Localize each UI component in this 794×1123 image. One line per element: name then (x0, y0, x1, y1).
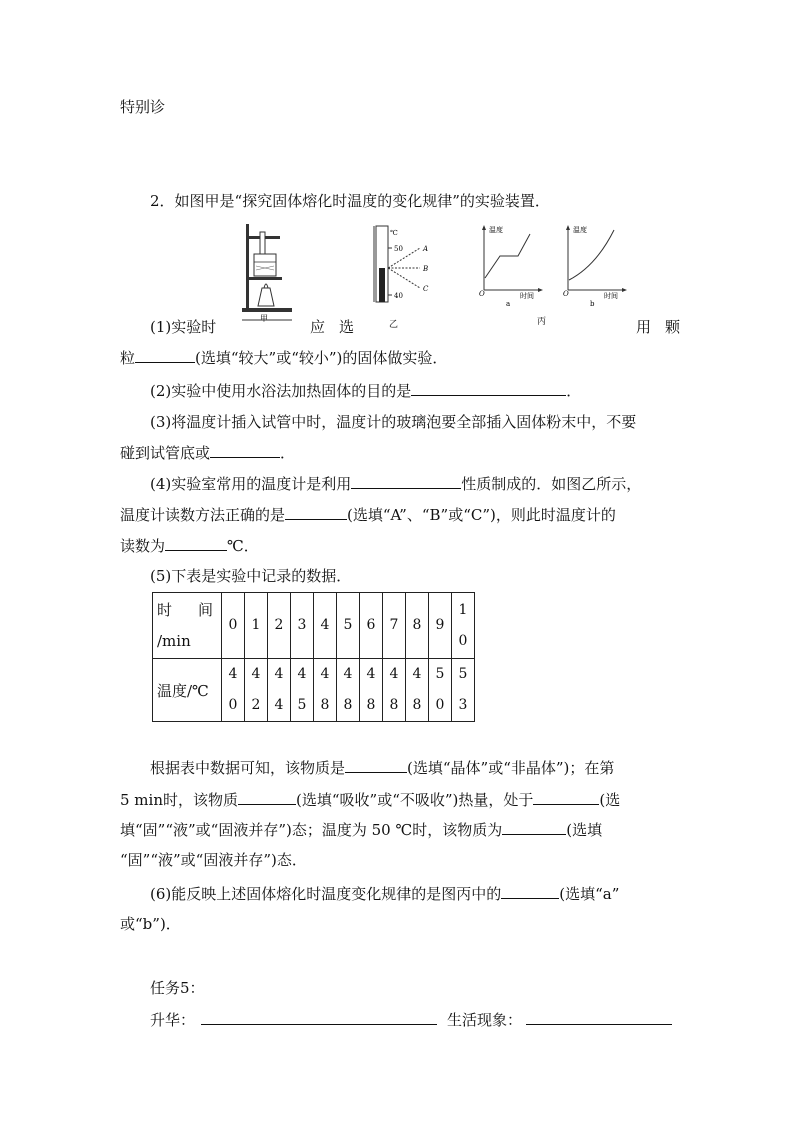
q5-text-f: (选 (599, 791, 621, 809)
thermo-unit: ℃ (390, 229, 398, 237)
thermo-view-b: B (423, 265, 429, 273)
page-heading: 特别诊 (120, 98, 166, 116)
q5-text-h: (选填 (566, 821, 603, 839)
time-cell: 2 (268, 593, 291, 659)
temp-cell: 4 2 (245, 659, 268, 722)
temp-cell: 4 8 (383, 659, 406, 722)
apparatus-figure (240, 222, 300, 322)
temp-cell: 4 8 (406, 659, 429, 722)
task5-blank-1[interactable] (201, 1009, 437, 1025)
temp-cell: 4 5 (291, 659, 314, 722)
temp-cell: 4 8 (314, 659, 337, 722)
q5-line1 (150, 757, 614, 778)
graph-b-xlabel: 时间 (604, 292, 618, 300)
q4-line1 (150, 473, 641, 494)
q2-line (150, 380, 581, 401)
thermo-tick-40: 40 (394, 292, 403, 300)
q3-text-a: (3)将温度计插入试管中时，温度计的玻璃泡要全部插入固体粉末中，不要 (150, 413, 637, 431)
q5-blank-2[interactable] (238, 789, 296, 805)
q1-text-a: (1)实验时 (150, 318, 217, 336)
time-cell: 1 0 (452, 593, 475, 659)
q5-text-b: 根据表中数据可知，该物质是 (150, 759, 346, 777)
graph-b-label: b (590, 300, 595, 308)
figure-label-yi: 乙 (389, 320, 399, 330)
time-cell: 6 (360, 593, 383, 659)
temp-cell: 4 4 (268, 659, 291, 722)
q5-text-e: (选填“吸收”或“不吸收”)热量，处于 (296, 791, 534, 809)
time-cell: 1 (245, 593, 268, 659)
q5-blank-1[interactable] (345, 757, 407, 773)
graph-b-origin: O (563, 290, 569, 298)
q4-line3 (120, 535, 259, 556)
task5-title: 任务5： (150, 979, 205, 997)
data-table (152, 592, 475, 722)
thermo-view-c: C (423, 285, 429, 293)
q3-text-b: 碰到试管底或 (120, 444, 211, 462)
q4-text-b: 性质制成的．如图乙所示， (461, 475, 642, 493)
graph-a-origin: O (479, 290, 485, 298)
q6-blank[interactable] (501, 883, 559, 899)
q5-blank-3[interactable] (533, 789, 599, 805)
time-header-1: 时 (157, 600, 173, 619)
task5-line (150, 1009, 672, 1030)
q1-text-b: 应选 (310, 318, 369, 336)
temp-cell: 4 8 (360, 659, 383, 722)
q3-text-c: ． (280, 444, 296, 462)
figure-label-bing: 丙 (537, 317, 547, 327)
time-cell: 5 (337, 593, 360, 659)
task5-label-2: 生活现象： (447, 1011, 523, 1029)
q5-text-d: 5 min时，该物质 (120, 791, 238, 809)
temp-cell: 5 0 (429, 659, 452, 722)
q1-blank[interactable] (135, 347, 195, 363)
q4-text-d: (选填“A”、“B”或“C”)，则此时温度计的 (347, 506, 616, 524)
graph-a-label: a (506, 300, 511, 308)
q1-text-e: (选填“较大”或“较小”)的固体做实验． (195, 349, 448, 367)
q3-blank[interactable] (210, 442, 280, 458)
q5-line3 (120, 819, 602, 840)
thermometer-figure (368, 224, 438, 304)
q5-blank-4[interactable] (502, 819, 566, 835)
q6-text-a: (6)能反映上述固体熔化时温度变化规律的是图丙中的 (150, 885, 502, 903)
task5-blank-2[interactable] (526, 1009, 672, 1025)
q2-blank[interactable] (411, 380, 566, 396)
q2-text-b: ． (566, 382, 582, 400)
q4-line2 (120, 504, 616, 525)
q6-text-b: (选填“a” (559, 885, 620, 903)
q6-line1 (150, 883, 619, 904)
graph-a-xlabel: 时间 (520, 292, 534, 300)
graph-b (560, 222, 630, 308)
q5-line2 (120, 789, 620, 810)
graph-a (476, 222, 546, 308)
q1-text-d: 粒 (120, 349, 136, 367)
thermo-view-a: A (423, 245, 429, 253)
time-cell: 7 (383, 593, 406, 659)
q4-blank-3[interactable] (165, 535, 227, 551)
q5-text-c: (选填“晶体”或“非晶体”)；在第 (407, 759, 615, 777)
time-header-cell (153, 593, 222, 659)
time-cell: 4 (314, 593, 337, 659)
q2-text-a: (2)实验中使用水浴法加热固体的目的是 (150, 382, 412, 400)
temp-cell: 5 3 (452, 659, 475, 722)
q4-text-c: 温度计读数方法正确的是 (120, 506, 286, 524)
table-row-time (153, 593, 475, 659)
time-cell: 0 (222, 593, 245, 659)
thermo-tick-50: 50 (394, 245, 403, 253)
q4-text-f: ℃． (227, 537, 259, 555)
q5-text-g: 填“固”“液”或“固液并存”)态；温度为 50 ℃时，该物质为 (120, 821, 503, 839)
q4-blank-1[interactable] (351, 473, 461, 489)
graph-a-ylabel: 温度 (489, 226, 503, 234)
q5-text-a: (5)下表是实验中记录的数据． (150, 567, 352, 585)
temp-header-cell: 温度/℃ (153, 659, 222, 722)
temp-cell: 4 8 (337, 659, 360, 722)
q1-text-c: 用颗 (636, 318, 695, 336)
time-header-3: /min (157, 631, 191, 650)
time-cell: 8 (406, 593, 429, 659)
figure-label-jia: 甲 (260, 314, 268, 322)
q1-line2 (120, 347, 447, 368)
q3-line2 (120, 442, 295, 463)
time-cell: 9 (429, 593, 452, 659)
table-row-temp (153, 659, 475, 722)
q4-text-a: (4)实验室常用的温度计是利用 (150, 475, 352, 493)
graph-b-ylabel: 温度 (573, 226, 587, 234)
q4-text-e: 读数为 (120, 537, 166, 555)
temp-cell: 4 0 (222, 659, 245, 722)
task5-label-1: 升华： (150, 1011, 196, 1029)
q5-text-i: “固”“液”或“固液并存”)态． (120, 851, 307, 869)
time-header-2: 间 (198, 600, 214, 619)
q4-blank-2[interactable] (285, 504, 347, 520)
question-stem: 2．如图甲是“探究固体熔化时温度的变化规律”的实验装置． (150, 192, 550, 210)
time-cell: 3 (291, 593, 314, 659)
q6-text-c: 或“b”)． (120, 915, 181, 933)
